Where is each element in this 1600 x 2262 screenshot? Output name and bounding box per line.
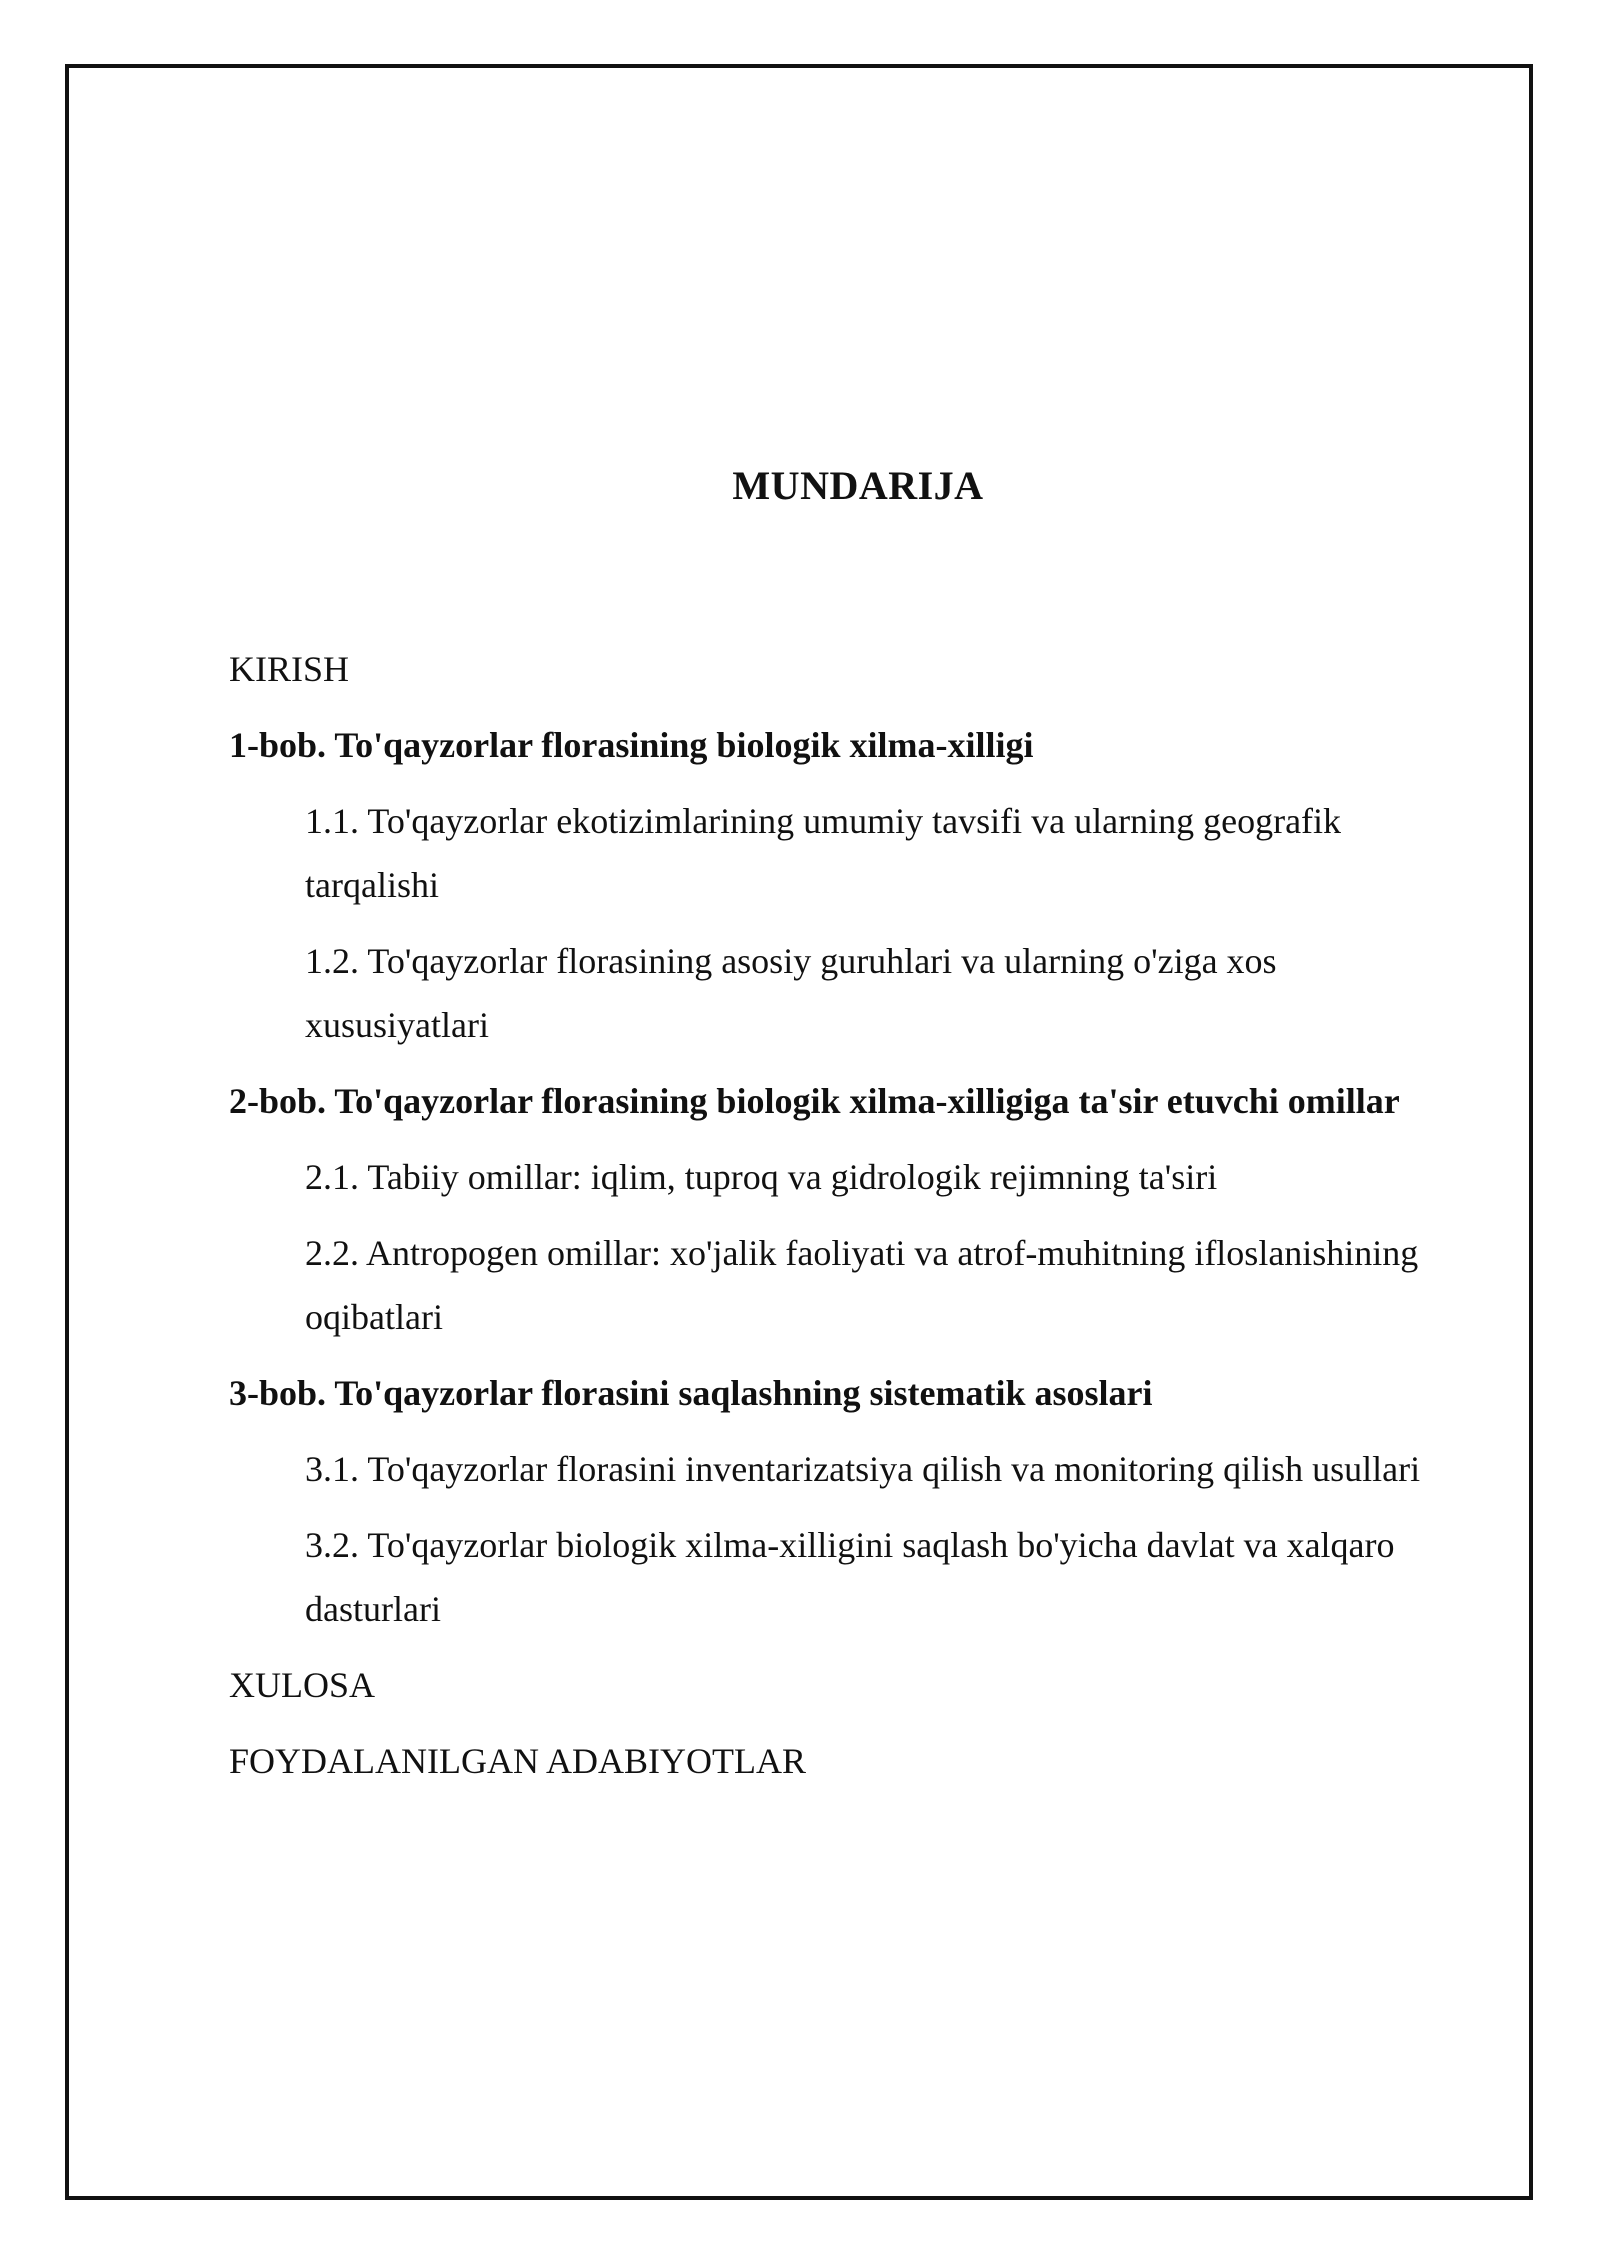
toc-section-3-2-cont[interactable]: dasturlari [305,1589,441,1629]
toc-section-1-1-cont[interactable]: tarqalishi [305,865,439,905]
toc-section-3-2[interactable]: 3.2. To'qayzorlar biologik xilma-xilligini saqlash bo'yicha davlat va xalqaro [305,1525,1395,1565]
toc-section-3-1[interactable]: 3.1. To'qayzorlar florasini inventarizatsiya qilish va monitoring qilish usullari [305,1449,1421,1489]
toc-section-2-2-cont[interactable]: oqibatlari [305,1297,443,1337]
page-title: MUNDARIJA [732,463,984,508]
toc-section-1-1[interactable]: 1.1. To'qayzorlar ekotizimlarining umumiy tavsifi va ularning geografik [305,801,1342,841]
toc-section-2-1[interactable]: 2.1. Tabiiy omillar: iqlim, tuproq va gidrologik rejimning ta'siri [305,1157,1218,1197]
toc-chapter-3[interactable]: 3-bob. To'qayzorlar florasini saqlashning sistematik asoslari [229,1373,1153,1413]
toc-chapter-1[interactable]: 1-bob. To'qayzorlar florasining biologik xilma-xilligi [229,725,1034,765]
toc-section-2-2[interactable]: 2.2. Antropogen omillar: xo'jalik faoliyati va atrof-muhitning ifloslanishining [305,1233,1419,1273]
toc-section-1-2[interactable]: 1.2. To'qayzorlar florasining asosiy guruhlari va ularning o'ziga xos [305,941,1277,981]
toc-item-references[interactable]: FOYDALANILGAN ADABIYOTLAR [229,1741,806,1781]
toc-item-intro[interactable]: KIRISH [229,649,350,689]
toc-chapter-2[interactable]: 2-bob. To'qayzorlar florasining biologik xilma-xilligiga ta'sir etuvchi omillar [229,1081,1400,1121]
toc-section-1-2-cont[interactable]: xususiyatlari [305,1005,489,1045]
table-of-contents [229,637,1485,1793]
toc-item-conclusion[interactable]: XULOSA [229,1665,376,1705]
